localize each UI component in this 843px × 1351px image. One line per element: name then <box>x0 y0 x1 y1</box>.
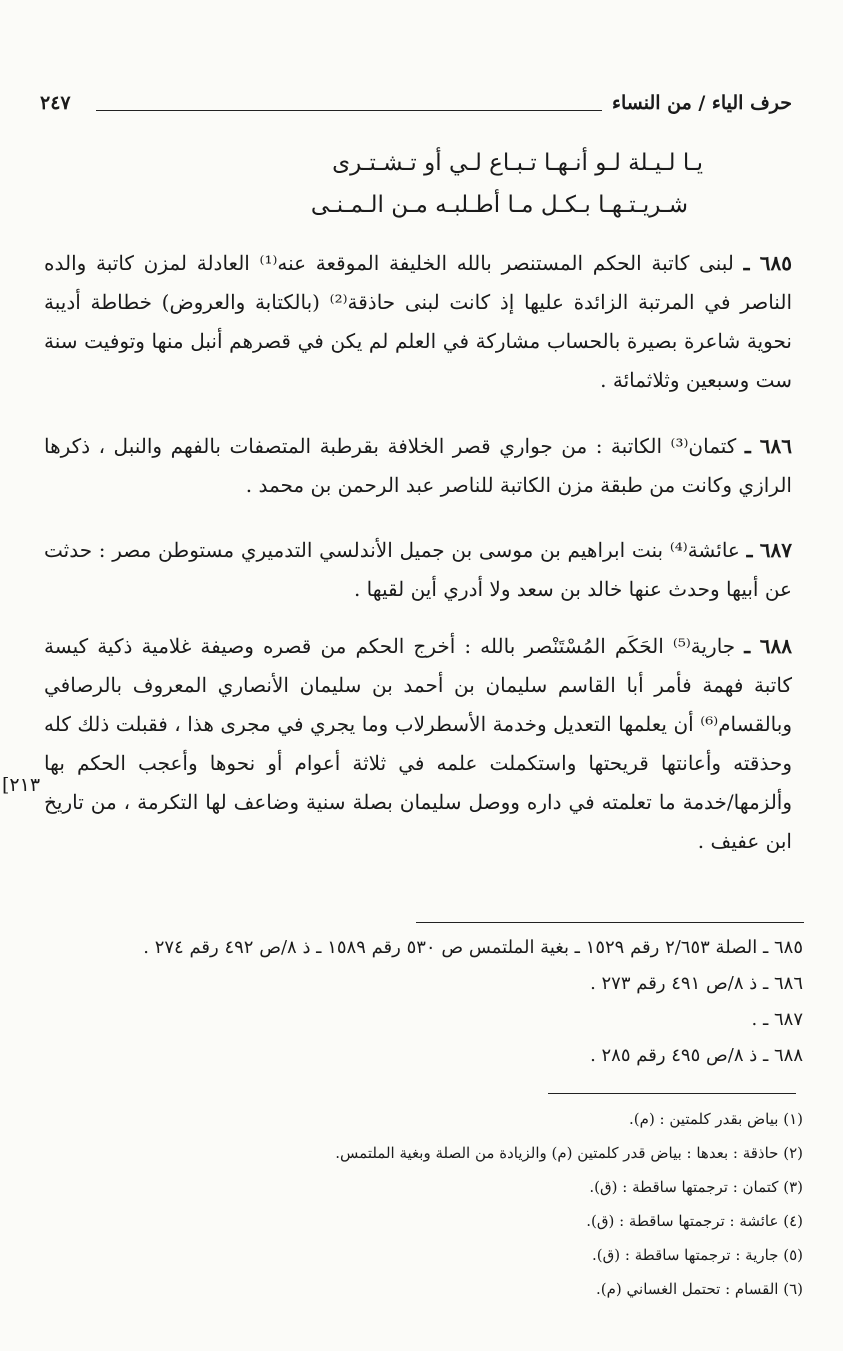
entry-text: لبنى كاتبة الحكم المستنصر بالله الخليفة الموقعة عنه⁽¹⁾ العادلة لمزن كاتبة والده الناصر في المرتبة الزائدة عليها إذ كانت لبنى حاذقة⁽²⁾ (بالكتابة والعروض) خطاطة أديبة نحوية شاعرة بصيرة بالحساب مشاركة في العلم لم يكن في قصرهم أنبل منها وتوفيت سنة ست وسبعين وثلاثمائة . <box>44 251 792 392</box>
entry-text: عائشة⁽⁴⁾ بنت ابراهيم بن موسى بن جميل الأندلسي التدميري مستوطن مصر : حدثت عن أبيها وحدث عنها خالد بن سعد ولا أدري أين لقيها . <box>44 538 792 601</box>
entry-number: ٦٨٨ ـ <box>744 634 793 658</box>
entry-688 <box>44 627 792 861</box>
footnotes-rule <box>548 1093 796 1094</box>
footnote: (١) بياض بقدر كلمتين : (م). <box>629 1110 803 1128</box>
header-rule <box>96 110 602 111</box>
entry-686 <box>44 427 792 505</box>
verse-line-2: شـريـتـهـا بـكـل مـا أطـلبـه مـن الـمـنـى <box>310 192 688 218</box>
footnotes-list <box>43 1102 803 1306</box>
footnote: (٤) عائشة : ترجمتها ساقطة : (ق). <box>586 1212 803 1230</box>
sources-rule <box>416 922 804 923</box>
entry-number: ٦٨٦ ـ <box>744 434 793 458</box>
source-line: ٦٨٦ ـ ذ ٨/ص ٤٩١ رقم ٢٧٣ . <box>590 973 803 994</box>
source-line: ٦٨٧ ـ . <box>751 1009 803 1030</box>
entry-text: جارية⁽⁵⁾ الحَكَم المُسْتَنْصر بالله : أخرج الحكم من قصره وصيفة غلامية ذكية كيسة كاتبة فهمة فأمر أبا القاسم سليمان بن أحمد بن سليمان الأنصاري المعروف بالرصافي وبالقسام⁽⁶⁾ أن يعلمها التعديل وخدمة الأسطرلاب وما يجري في مجرى هذا ، فقبلت ذلك كله وحذقته وأعانتها قريحتها واستكملت علمه في ثلاثة أعوام أو نحوها وأعجب الحكم بها وألزمها/خدمة ما تعلمته في داره ووصل سليمان بصلة سنية وضاعف لها التكرمة ، من تاريخ ابن عفيف . <box>44 634 792 853</box>
page-number: ٢٤٧ <box>40 92 71 114</box>
entry-687 <box>44 531 792 609</box>
verse-line-1: يـا لـيـلة لـو أنـهـا تـبـاع لـي أو تـشـتـرى <box>332 150 703 176</box>
footnote: (٥) جارية : ترجمتها ساقطة : (ق). <box>592 1246 803 1264</box>
running-header <box>40 92 792 118</box>
footnote: (٢) حاذقة : بعدها : بياض قدر كلمتين (م) والزيادة من الصلة وبغية الملتمس. <box>335 1144 803 1162</box>
entry-number: ٦٨٧ ـ <box>746 538 792 562</box>
footnote: (٦) القسام : تحتمل الغساني (م). <box>595 1280 803 1298</box>
margin-note: [٢١٣ <box>2 774 41 796</box>
entry-text: كتمان⁽³⁾ الكاتبة : من جواري قصر الخلافة بقرطبة المتصفات بالفهم والنبل ، ذكرها الرازي وكانت من طبقة مزن الكاتبة للناصر عبد الرحمن بن محمد . <box>44 434 792 497</box>
entry-685 <box>44 244 792 400</box>
source-line: ٦٨٨ ـ ذ ٨/ص ٤٩٥ رقم ٢٨٥ . <box>590 1045 803 1066</box>
entry-number: ٦٨٥ ـ <box>743 251 793 275</box>
sources-list <box>43 930 803 1074</box>
footnote: (٣) كتمان : ترجمتها ساقطة : (ق). <box>589 1178 803 1196</box>
source-line: ٦٨٥ ـ الصلة ٢/٦٥٣ رقم ١٥٢٩ ـ بغية الملتمس ص ٥٣٠ رقم ١٥٨٩ ـ ذ ٨/ص ٤٩٢ رقم ٢٧٤ . <box>143 937 803 958</box>
chapter-title: حرف الياء / من النساء <box>612 92 792 114</box>
